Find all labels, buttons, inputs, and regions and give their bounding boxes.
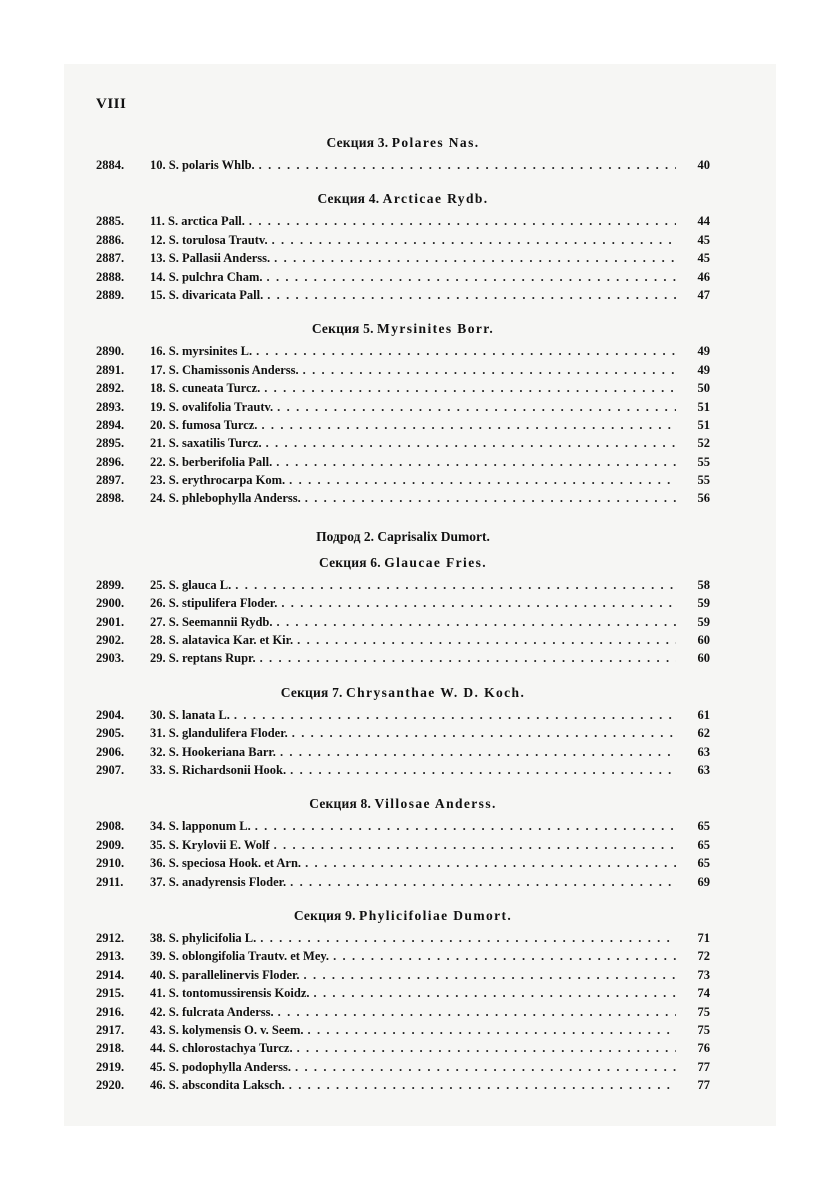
section-heading-ru: Секция 9. bbox=[293, 907, 356, 923]
table-of-contents bbox=[96, 128, 710, 1094]
toc-entry bbox=[96, 1021, 710, 1039]
page-ref: 63 bbox=[697, 744, 710, 759]
entry-number: 2887. bbox=[96, 251, 125, 266]
page-number: VIII bbox=[96, 96, 127, 112]
entry-number: 2884. bbox=[96, 158, 125, 172]
toc-entry bbox=[96, 761, 710, 779]
toc-entry bbox=[96, 231, 710, 249]
dot-leader bbox=[304, 966, 676, 984]
entry-number: 2888. bbox=[96, 269, 125, 284]
species-name: 46. S. abscondita Laksch. bbox=[150, 1078, 285, 1093]
dot-leader bbox=[280, 743, 676, 761]
entry-number: 2905. bbox=[96, 726, 125, 741]
page-ref: 77 bbox=[697, 1059, 710, 1074]
entry-list bbox=[96, 342, 710, 508]
entry-list bbox=[96, 212, 710, 304]
entry-number: 2890. bbox=[96, 344, 125, 359]
entry-list bbox=[96, 156, 710, 174]
species-name: 36. S. speciosa Hook. et Arn. bbox=[150, 856, 302, 871]
toc-entry bbox=[96, 929, 710, 947]
entry-list bbox=[96, 576, 710, 668]
page-ref: 75 bbox=[697, 1004, 710, 1019]
toc-entry bbox=[96, 706, 710, 724]
species-name: 45. S. podophylla Anderss. bbox=[150, 1059, 292, 1074]
section-heading-ru: Секция 4. bbox=[317, 191, 380, 207]
section-heading bbox=[96, 793, 710, 815]
species-name: 37. S. anadyrensis Floder. bbox=[150, 874, 287, 889]
page-ref: 65 bbox=[697, 837, 710, 852]
toc-entry bbox=[96, 489, 710, 507]
dot-leader bbox=[297, 631, 676, 649]
section bbox=[96, 779, 710, 891]
toc-entry bbox=[96, 594, 710, 612]
dot-leader bbox=[235, 576, 676, 594]
species-name: 17. S. Chamissonis Anderss. bbox=[150, 362, 299, 377]
dot-leader bbox=[255, 817, 676, 835]
toc-entry bbox=[96, 434, 710, 452]
dot-leader bbox=[264, 379, 676, 397]
page-ref: 59 bbox=[697, 596, 710, 611]
dot-leader bbox=[274, 249, 676, 267]
toc-entry bbox=[96, 1058, 710, 1076]
dot-leader bbox=[249, 212, 676, 230]
entry-number: 2917. bbox=[96, 1022, 125, 1037]
dot-leader bbox=[259, 156, 676, 174]
species-name: 39. S. oblongifolia Trautv. et Mey. bbox=[150, 949, 330, 964]
dot-leader bbox=[290, 873, 676, 891]
dot-leader bbox=[281, 594, 676, 612]
section-heading-latin: Polares Nas. bbox=[391, 135, 480, 150]
entry-number: 2909. bbox=[96, 837, 125, 852]
section bbox=[96, 132, 710, 174]
section bbox=[96, 304, 710, 508]
toc-entry bbox=[96, 249, 710, 267]
species-name: 11. S. arctica Pall. bbox=[150, 214, 245, 229]
page-ref: 76 bbox=[697, 1041, 710, 1056]
toc-entry bbox=[96, 631, 710, 649]
dot-leader bbox=[289, 1076, 676, 1094]
species-name: 20. S. fumosa Turcz. bbox=[150, 417, 258, 432]
dot-leader bbox=[267, 268, 676, 286]
entry-number: 2920. bbox=[96, 1078, 125, 1093]
entry-number: 2893. bbox=[96, 399, 125, 414]
toc-part-1 bbox=[96, 132, 710, 508]
page-ref: 50 bbox=[697, 381, 710, 396]
page-ref: 58 bbox=[697, 577, 710, 592]
dot-leader bbox=[267, 286, 676, 304]
subgenus-heading: Подрод 2. Caprisalix Dumort. bbox=[316, 528, 490, 544]
entry-number: 2901. bbox=[96, 614, 125, 629]
section bbox=[96, 552, 710, 668]
species-name: 31. S. glandulifera Floder. bbox=[150, 726, 288, 741]
entry-list bbox=[96, 929, 710, 1095]
species-name: 35. S. Krylovii E. Wolf bbox=[150, 837, 270, 852]
page-ref: 44 bbox=[697, 214, 710, 229]
toc-entry bbox=[96, 268, 710, 286]
toc-entry bbox=[96, 743, 710, 761]
species-name: 43. S. kolymensis O. v. Seem. bbox=[150, 1022, 304, 1037]
section-heading-ru: Секция 7. bbox=[280, 684, 343, 700]
entry-number: 2908. bbox=[96, 819, 125, 834]
toc-entry bbox=[96, 1076, 710, 1094]
species-name: 40. S. parallelinervis Floder. bbox=[150, 967, 300, 982]
species-name: 10. S. polaris Whlb. bbox=[150, 158, 255, 172]
page-ref: 40 bbox=[697, 158, 710, 172]
dot-leader bbox=[305, 854, 676, 872]
entry-number: 2919. bbox=[96, 1059, 125, 1074]
section-heading-latin: Phylicifoliae Dumort. bbox=[359, 907, 513, 923]
species-name: 42. S. fulcrata Anderss. bbox=[150, 1004, 274, 1019]
toc-entry bbox=[96, 817, 710, 835]
section-heading bbox=[96, 552, 710, 574]
species-name: 15. S. divaricata Pall. bbox=[150, 287, 264, 302]
entry-number: 2886. bbox=[96, 232, 125, 247]
page-ref: 45 bbox=[697, 251, 710, 266]
section bbox=[96, 668, 710, 780]
toc-entry bbox=[96, 836, 710, 854]
section-heading-latin: Chrysanthae W. D. Koch. bbox=[346, 684, 526, 700]
dot-leader bbox=[234, 706, 676, 724]
toc-entry bbox=[96, 361, 710, 379]
dot-leader bbox=[260, 929, 676, 947]
toc-entry bbox=[96, 649, 710, 667]
toc-entry bbox=[96, 947, 710, 965]
section-heading bbox=[96, 188, 710, 210]
species-name: 16. S. myrsinites L. bbox=[150, 344, 253, 359]
toc-part-2 bbox=[96, 552, 710, 1095]
toc-entry bbox=[96, 398, 710, 416]
species-name: 19. S. ovalifolia Trautv. bbox=[150, 399, 274, 414]
species-name: 21. S. saxatilis Turcz. bbox=[150, 436, 262, 451]
dot-leader bbox=[303, 361, 676, 379]
entry-number: 2903. bbox=[96, 651, 125, 666]
page-ref: 49 bbox=[697, 344, 710, 359]
section bbox=[96, 174, 710, 304]
entry-number: 2918. bbox=[96, 1041, 125, 1056]
dot-leader bbox=[333, 947, 676, 965]
page-ref: 71 bbox=[697, 930, 710, 945]
entry-number: 2897. bbox=[96, 473, 125, 488]
dot-leader bbox=[314, 984, 676, 1002]
entry-number: 2912. bbox=[96, 930, 125, 945]
entry-number: 2915. bbox=[96, 986, 125, 1001]
species-name: 34. S. lapponum L. bbox=[150, 819, 251, 834]
toc-entry bbox=[96, 416, 710, 434]
section-heading-ru: Секция 5. bbox=[311, 321, 374, 337]
dot-leader bbox=[261, 416, 676, 434]
page-ref: 65 bbox=[697, 856, 710, 871]
page-ref: 59 bbox=[697, 614, 710, 629]
toc-entry bbox=[96, 873, 710, 891]
species-name: 13. S. Pallasii Anderss. bbox=[150, 251, 271, 266]
toc-entry bbox=[96, 966, 710, 984]
entry-number: 2916. bbox=[96, 1004, 125, 1019]
entry-number: 2891. bbox=[96, 362, 125, 377]
page-ref: 55 bbox=[697, 454, 710, 469]
toc-entry bbox=[96, 1039, 710, 1057]
species-name: 26. S. stipulifera Floder. bbox=[150, 596, 278, 611]
page-ref: 47 bbox=[697, 287, 710, 302]
page-ref: 60 bbox=[697, 633, 710, 648]
section-heading bbox=[96, 905, 710, 927]
toc-entry bbox=[96, 156, 710, 174]
entry-number: 2911. bbox=[96, 874, 124, 889]
section bbox=[96, 891, 710, 1095]
page-ref: 46 bbox=[697, 269, 710, 284]
species-name: 14. S. pulchra Cham. bbox=[150, 269, 263, 284]
toc-entry bbox=[96, 471, 710, 489]
dot-leader bbox=[290, 761, 676, 779]
page-ref: 56 bbox=[697, 491, 710, 506]
section-heading-ru: Секция 6. bbox=[318, 554, 381, 570]
section-heading-latin: Myrsinites Borr. bbox=[377, 321, 495, 337]
dot-leader bbox=[305, 489, 676, 507]
page-ref: 61 bbox=[697, 707, 710, 722]
entry-number: 2913. bbox=[96, 949, 125, 964]
page-ref: 55 bbox=[697, 473, 710, 488]
dot-leader bbox=[292, 724, 676, 742]
page-ref: 74 bbox=[697, 986, 710, 1001]
entry-number: 2910. bbox=[96, 856, 125, 871]
entry-number: 2907. bbox=[96, 762, 125, 777]
section-heading bbox=[96, 318, 710, 340]
entry-number: 2900. bbox=[96, 596, 125, 611]
toc-entry bbox=[96, 854, 710, 872]
entry-number: 2894. bbox=[96, 417, 125, 432]
entry-number: 2895. bbox=[96, 436, 125, 451]
page-ref: 65 bbox=[697, 819, 710, 834]
dot-leader bbox=[274, 836, 676, 854]
species-name: 41. S. tontomussirensis Koidz. bbox=[150, 986, 310, 1001]
toc-entry bbox=[96, 576, 710, 594]
dot-leader bbox=[297, 1039, 676, 1057]
entry-number: 2904. bbox=[96, 707, 125, 722]
toc-entry bbox=[96, 379, 710, 397]
toc-entry bbox=[96, 984, 710, 1002]
species-name: 23. S. erythrocarpa Kom. bbox=[150, 473, 286, 488]
entry-number: 2906. bbox=[96, 744, 125, 759]
dot-leader bbox=[272, 231, 676, 249]
toc-entry bbox=[96, 453, 710, 471]
page-ref: 60 bbox=[697, 651, 710, 666]
page-ref: 63 bbox=[697, 762, 710, 777]
dot-leader bbox=[277, 398, 676, 416]
entry-number: 2902. bbox=[96, 633, 125, 648]
species-name: 32. S. Hookeriana Barr. bbox=[150, 744, 276, 759]
species-name: 24. S. phlebophylla Anderss. bbox=[150, 491, 301, 506]
dot-leader bbox=[266, 434, 676, 452]
page-ref: 73 bbox=[697, 967, 710, 982]
entry-number: 2899. bbox=[96, 577, 125, 592]
species-name: 22. S. berberifolia Pall. bbox=[150, 454, 273, 469]
toc-entry bbox=[96, 342, 710, 360]
dot-leader bbox=[256, 342, 676, 360]
dot-leader bbox=[276, 453, 676, 471]
dot-leader bbox=[308, 1021, 677, 1039]
entry-number: 2889. bbox=[96, 287, 125, 302]
species-name: 30. S. lanata L. bbox=[150, 707, 230, 722]
entry-list bbox=[96, 817, 710, 891]
toc-entry bbox=[96, 286, 710, 304]
entry-number: 2896. bbox=[96, 454, 125, 469]
section-heading-ru: Секция 8. bbox=[309, 796, 372, 812]
toc-entry bbox=[96, 613, 710, 631]
section-heading bbox=[96, 682, 710, 704]
dot-leader bbox=[260, 649, 676, 667]
section-heading-latin: Villosae Anderss. bbox=[374, 796, 497, 812]
dot-leader bbox=[295, 1058, 676, 1076]
toc-entry bbox=[96, 212, 710, 230]
section-heading-ru: Секция 3. bbox=[326, 135, 389, 150]
dot-leader bbox=[278, 1003, 676, 1021]
dot-leader bbox=[277, 613, 676, 631]
species-name: 33. S. Richardsonii Hook. bbox=[150, 762, 287, 777]
section-heading-latin: Glaucae Fries. bbox=[384, 554, 488, 570]
page-ref: 52 bbox=[697, 436, 710, 451]
species-name: 18. S. cuneata Turcz. bbox=[150, 381, 261, 396]
entry-list bbox=[96, 706, 710, 780]
species-name: 29. S. reptans Rupr. bbox=[150, 651, 256, 666]
page-ref: 77 bbox=[697, 1078, 710, 1093]
section-heading bbox=[96, 132, 710, 154]
entry-number: 2885. bbox=[96, 214, 125, 229]
species-name: 25. S. glauca L. bbox=[150, 577, 232, 592]
species-name: 27. S. Seemannii Rydb. bbox=[150, 614, 273, 629]
dot-leader bbox=[289, 471, 676, 489]
entry-number: 2892. bbox=[96, 381, 125, 396]
page-ref: 45 bbox=[697, 232, 710, 247]
page-ref: 69 bbox=[697, 874, 710, 889]
entry-number: 2898. bbox=[96, 491, 125, 506]
species-name: 44. S. chlorostachya Turcz. bbox=[150, 1041, 293, 1056]
species-name: 38. S. phylicifolia L. bbox=[150, 930, 257, 945]
page-ref: 62 bbox=[697, 726, 710, 741]
toc-entry bbox=[96, 724, 710, 742]
entry-number: 2914. bbox=[96, 967, 125, 982]
page-ref: 51 bbox=[697, 417, 710, 432]
page-ref: 72 bbox=[697, 949, 710, 964]
species-name: 12. S. torulosa Trautv. bbox=[150, 232, 268, 247]
section-heading-latin: Arcticae Rydb. bbox=[382, 191, 489, 207]
species-name: 28. S. alatavica Kar. et Kir. bbox=[150, 633, 294, 648]
page-ref: 75 bbox=[697, 1022, 710, 1037]
toc-entry bbox=[96, 1003, 710, 1021]
page-ref: 49 bbox=[697, 362, 710, 377]
page-ref: 51 bbox=[697, 399, 710, 414]
